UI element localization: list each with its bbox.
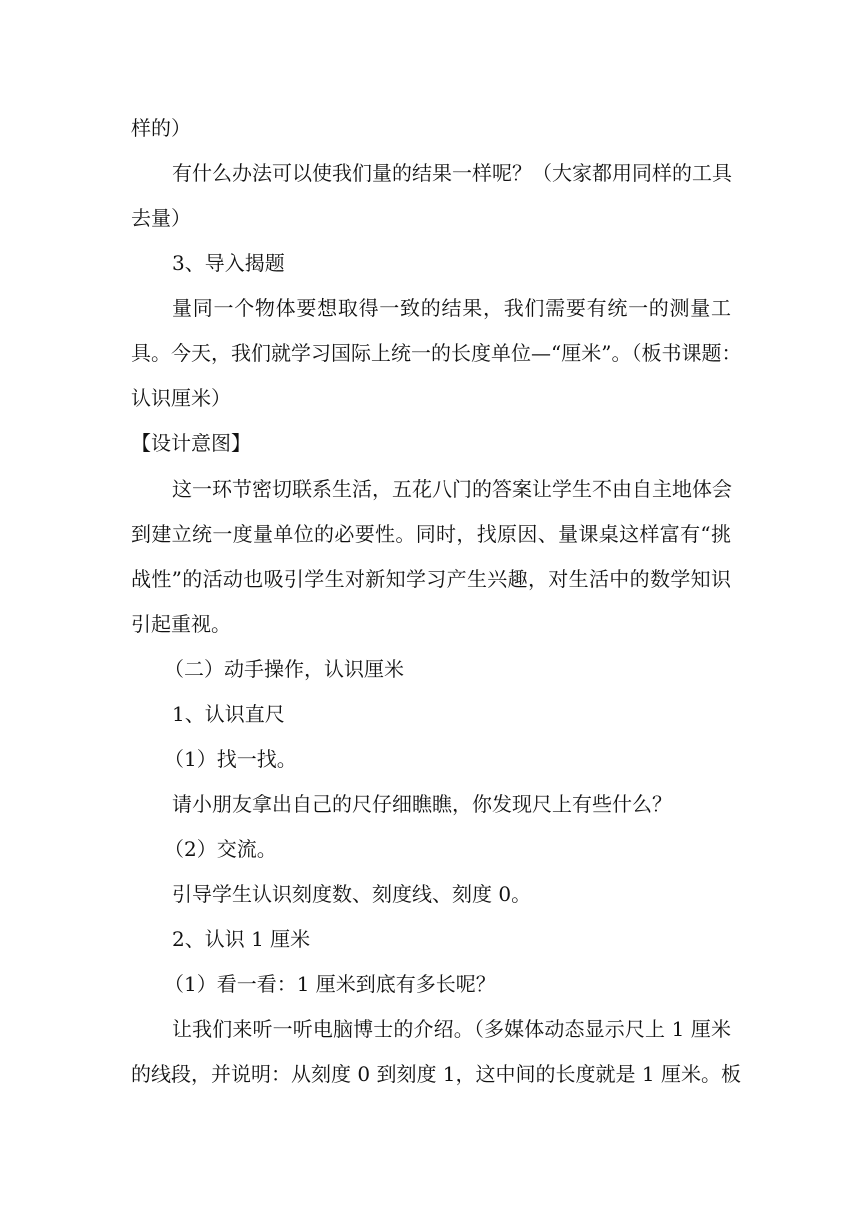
text-line-exchange: 引导学生认识刻度数、刻度线、刻度 0。 (172, 882, 532, 906)
step-find: （1）找一找。 (164, 747, 297, 771)
text-line-intent-4: 引起重视。 (131, 612, 231, 636)
text-line-intro-3: 认识厘米） (131, 386, 231, 410)
subheading-ruler: 1、认识直尺 (172, 702, 285, 726)
text-line-find: 请小朋友拿出自己的尺仔细瞧瞧，你发现尺上有些什么？ (172, 792, 672, 816)
section-heading-hands-on: （二）动手操作，认识厘米 (164, 657, 404, 681)
section-heading-intro: 3、导入揭题 (172, 251, 285, 275)
text-line-intro-2: 具。今天，我们就学习国际上统一的长度单位—“厘米”。（板书课题： (131, 341, 742, 365)
design-intent-heading: 【设计意图】 (131, 431, 251, 455)
text-line-intent-1: 这一环节密切联系生活，五花八门的答案让学生不由自主地体会 (172, 477, 732, 501)
text-line-question-end: 去量） (131, 206, 191, 230)
text-line-continuation: 样的） (131, 116, 191, 140)
text-line-intro-1: 量同一个物体要想取得一致的结果，我们需要有统一的测量工 (172, 296, 731, 320)
text-line-intent-3: 战性”的活动也吸引学生对新知学习产生兴趣，对生活中的数学知识 (131, 567, 731, 591)
step-exchange: （2）交流。 (164, 837, 277, 861)
step-look: （1）看一看：1 厘米到底有多长呢？ (164, 972, 496, 996)
text-line-look-1: 让我们来听一听电脑博士的介绍。（多媒体动态显示尺上 1 厘米 (172, 1017, 731, 1041)
text-line-question: 有什么办法可以使我们量的结果一样呢？（大家都用同样的工具 (172, 161, 732, 185)
subheading-1cm: 2、认识 1 厘米 (172, 927, 311, 951)
text-line-look-2: 的线段，并说明：从刻度 0 到刻度 1，这中间的长度就是 1 厘米。板 (131, 1062, 741, 1086)
text-line-intent-2: 到建立统一度量单位的必要性。同时，找原因、量课桌这样富有“挑 (131, 522, 731, 546)
